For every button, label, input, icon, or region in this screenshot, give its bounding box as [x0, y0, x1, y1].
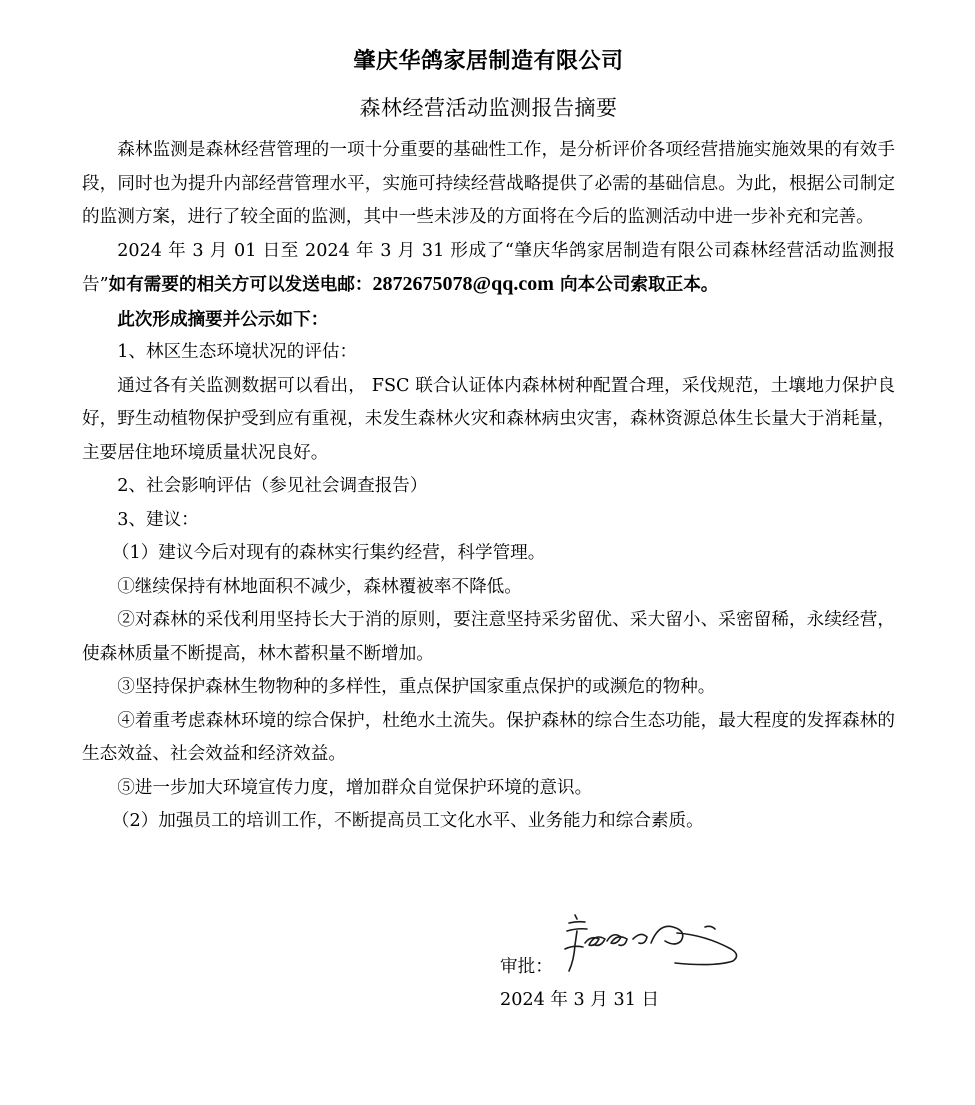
suggestion-1-item-4: ④着重考虑森林环境的综合保护，杜绝水土流失。保护森林的综合生态功能，最大程度的发挥森林的生态效益、社会效益和经济效益。 — [82, 710, 895, 764]
intro-paragraph: 森林监测是森林经营管理的一项十分重要的基础性工作，是分析评价各项经营措施实施效果的有效手段，同时也为提升内部经营管理水平，实施可持续经营战略提供了必需的基础信息。为此，根据公司制定的监测方案，进行了较全面的监测，其中一些未涉及的方面将在今后的监测活动中进一步补充和完善。 — [82, 140, 895, 227]
section-3-heading: 3、建议： — [117, 509, 199, 530]
suggestion-1-item-5: ⑤进一步加大环境宣传力度，增加群众自觉保护环境的意识。 — [117, 777, 593, 798]
suggestion-1: （1）建议今后对现有的森林实行集约经营，科学管理。 — [111, 543, 546, 563]
company-title: 肇庆华鸽家居制造有限公司 — [353, 49, 624, 74]
suggestion-1-item-1: ①继续保持有林地面积不减少，森林覆被率不降低。 — [117, 576, 522, 597]
suggestion-1-item-3: ③坚持保护森林生物物种的多样性，重点保护国家重点保护的或濒危的物种。 — [117, 677, 716, 697]
summary-heading: 此次形成摘要并公示如下： — [117, 308, 329, 330]
approval-block — [500, 905, 780, 1015]
report-notice-text: 2024 年 3 月 01 日至 2024 年 3 月 31 形成了“肇庆华鸽家居制造有限公司森林经营活动监测报告” — [82, 240, 895, 295]
section-1-heading: 1、林区生态环境状况的评估： — [117, 342, 358, 362]
contact-prefix: 如有需要的相关方可以发送电邮： — [108, 274, 373, 295]
contact-suffix: 向本公司索取正本。 — [553, 274, 719, 295]
approval-date: 2024 年 3 月 31 日 — [500, 990, 660, 1010]
section-2-heading: 2、社会影响评估（参见社会调查报告） — [117, 476, 428, 496]
suggestion-2: （2）加强员工的培训工作，不断提高员工文化水平、业务能力和综合素质。 — [111, 811, 704, 831]
contact-email: 2872675078@qq.com — [372, 273, 554, 295]
report-title: 森林经营活动监测报告摘要 — [359, 96, 618, 120]
report-notice-paragraph — [82, 235, 895, 303]
document-body — [82, 134, 895, 839]
suggestion-1-item-2: ②对森林的采伐利用坚持长大于消的原则，要注意坚持采劣留优、采大留小、采密留稀，永续经营，使森林质量不断提高，林木蓄积量不断增加。 — [82, 610, 895, 664]
handwritten-signature-icon — [555, 905, 755, 975]
approval-label: 审批： — [500, 957, 553, 977]
section-1-body: 通过各有关监测数据可以看出， FSC 联合认证体内森林树种配置合理，采伐规范，土壤地力保护良好，野生动植物保护受到应有重视，未发生森林火灾和森林病虫灾害，森林资源总体生长量大于消耗量，主要居住地环境质量状况良好。 — [82, 375, 895, 463]
